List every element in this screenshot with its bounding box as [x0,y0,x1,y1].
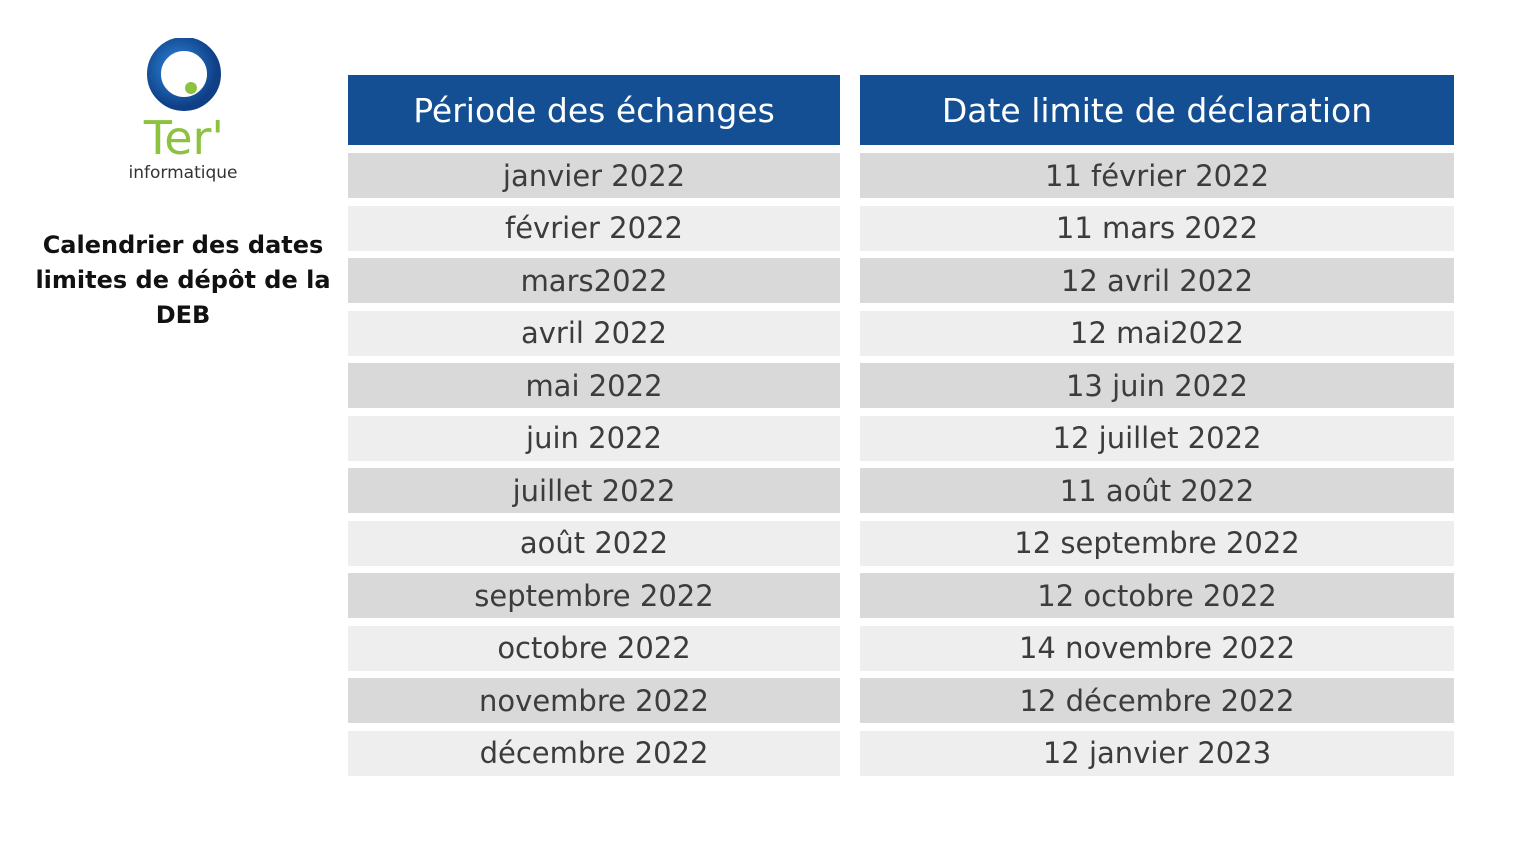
logo-sub-text: informatique [128,163,238,183]
period-cell: mai 2022 [348,363,840,408]
period-cell: février 2022 [348,206,840,251]
deadline-cell: 12 mai2022 [860,311,1454,356]
page-title-line: Calendrier des dates [42,231,324,259]
period-cell: novembre 2022 [348,678,840,723]
period-cell: avril 2022 [348,311,840,356]
page-title-line: DEB [155,301,211,329]
logo-ring-icon [154,44,214,104]
ter-informatique-logo [104,38,266,188]
deadline-cell: 11 février 2022 [860,153,1454,198]
deadline-cell: 12 octobre 2022 [860,573,1454,618]
deadline-cell: 12 juillet 2022 [860,416,1454,461]
period-cell: juin 2022 [348,416,840,461]
deadline-cell: 12 janvier 2023 [860,731,1454,776]
period-cell: septembre 2022 [348,573,840,618]
deadline-cell: 12 septembre 2022 [860,521,1454,566]
page-title-line: limites de dépôt de la [35,266,331,294]
period-cell: décembre 2022 [348,731,840,776]
logo-green-dot-icon [185,82,197,94]
period-cell: janvier 2022 [348,153,840,198]
deadline-cell: 11 août 2022 [860,468,1454,513]
period-column [348,75,840,783]
period-cell: octobre 2022 [348,626,840,671]
deadline-cell: 12 avril 2022 [860,258,1454,303]
deadline-column [860,75,1454,783]
period-header: Période des échanges [348,75,840,145]
deadline-cell: 11 mars 2022 [860,206,1454,251]
period-cell: août 2022 [348,521,840,566]
period-cell: juillet 2022 [348,468,840,513]
deadline-cell: 12 décembre 2022 [860,678,1454,723]
period-cell: mars2022 [348,258,840,303]
page-title [30,228,336,333]
deadline-header: Date limite de déclaration [860,75,1454,145]
deadline-cell: 14 novembre 2022 [860,626,1454,671]
logo-brand-text: Ter' [143,111,225,165]
deadline-cell: 13 juin 2022 [860,363,1454,408]
